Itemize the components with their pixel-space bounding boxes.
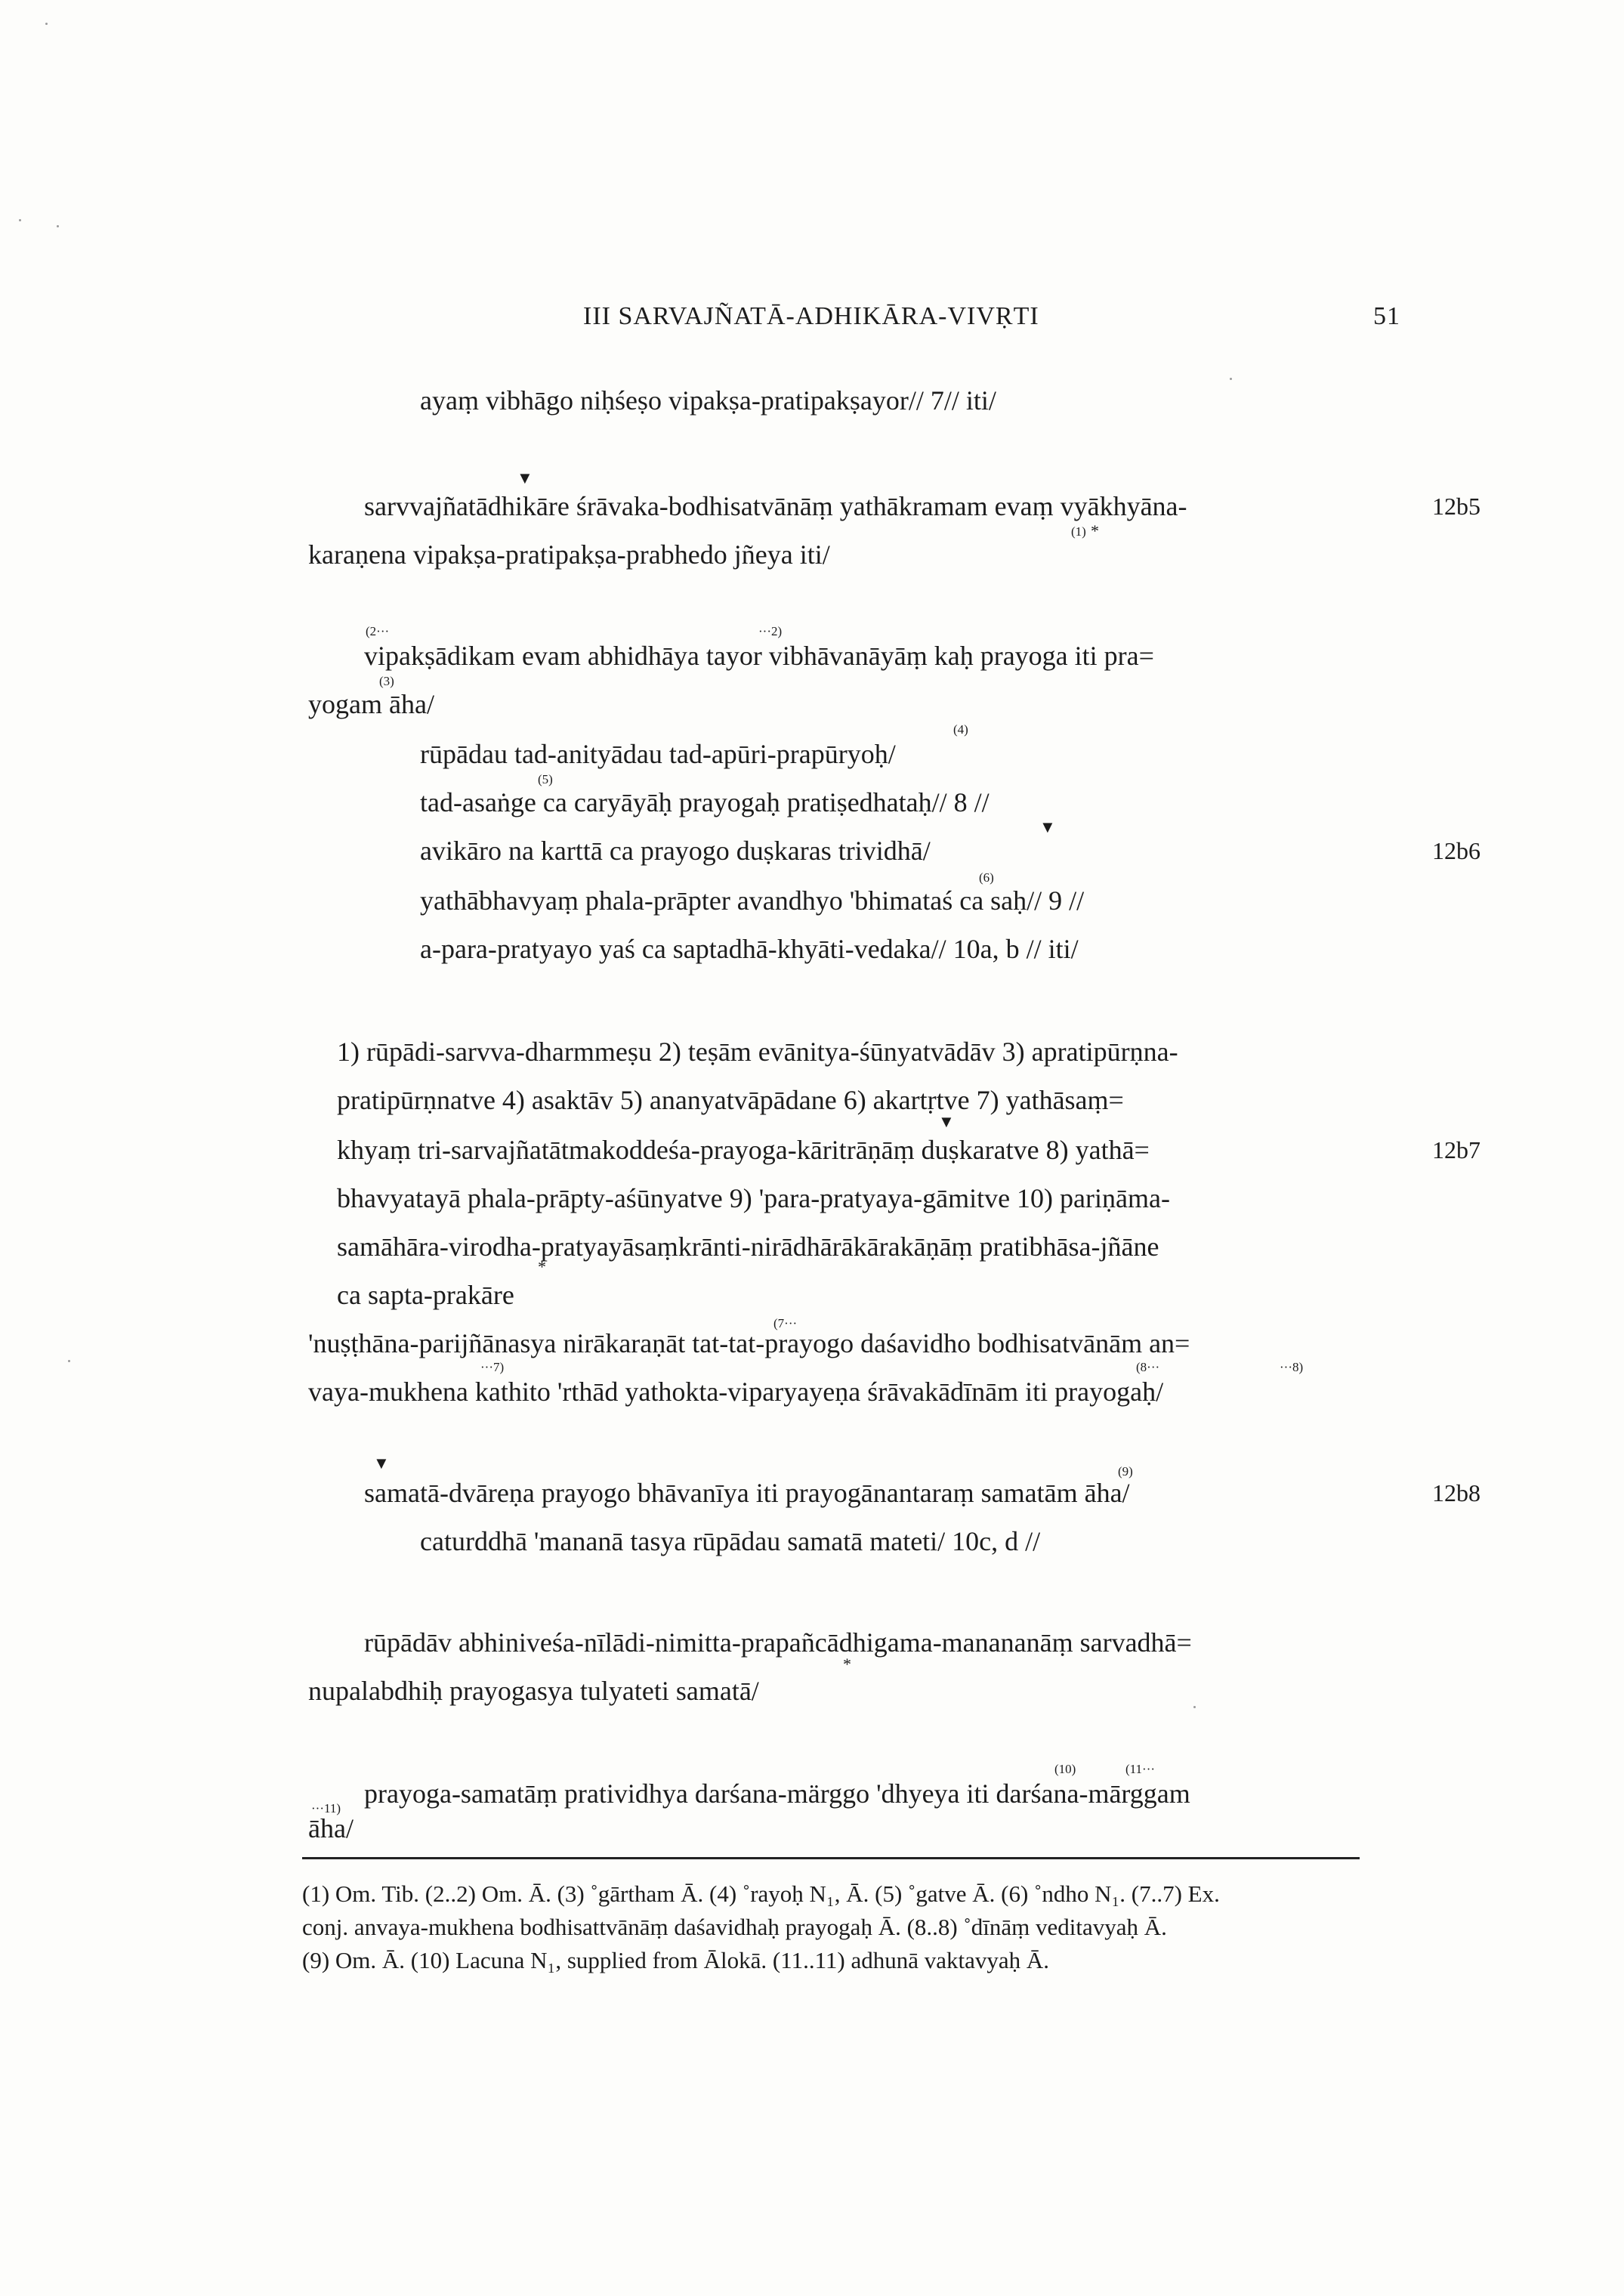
text-line: ca sapta-prakāre xyxy=(337,1280,514,1310)
note-marker: (7··· xyxy=(773,1316,798,1330)
text-line: samāhāra-virodha-pratyayāsaṃkrānti-nirādhārākārakāṇāṃ pratibhāsa-jñāne xyxy=(337,1231,1159,1262)
footnote-divider xyxy=(302,1857,1360,1859)
text-line: 'nuṣṭhāna-parijñānasya nirākaraṇāt tat-tat-prayogo daśavidho bodhisatvānām an= xyxy=(308,1328,1190,1358)
note-marker: (10) xyxy=(1054,1762,1076,1776)
text-line: 1) rūpādi-sarvva-dharmmeṣu 2) teṣām evānitya-śūnyatvādāv 3) apratipūrṇna- xyxy=(337,1037,1178,1067)
asterisk-marker-icon: * xyxy=(1091,521,1099,540)
triangle-marker-icon: ▼ xyxy=(517,468,533,487)
verse-line: caturddhā 'mananā tasya rūpādau samatā mateti/ 10c, d // xyxy=(420,1526,1041,1556)
running-header-title: III SARVAJÑATĀ-ADHIKĀRA-VIVṚTI xyxy=(583,302,1039,330)
triangle-marker-icon: ▼ xyxy=(1039,817,1056,836)
scan-speck xyxy=(45,23,48,25)
note-marker: (9) xyxy=(1118,1464,1133,1479)
text-line: vipakṣādikam evam abhidhāya tayor vibhāvanāyāṃ kaḥ prayoga iti pra= xyxy=(364,641,1154,671)
folio-reference: 12b6 xyxy=(1432,837,1480,864)
text-line: bhavyatayā phala-prāpty-aśūnyatve 9) 'para-pratyaya-gāmitve 10) pariṇāma- xyxy=(337,1183,1170,1213)
triangle-marker-icon: ▼ xyxy=(938,1112,955,1131)
text-line: pratipūrṇnatve 4) asaktāv 5) ananyatvāpādane 6) akartṛtve 7) yathāsaṃ= xyxy=(337,1085,1124,1115)
verse-line: avikāro na karttā ca prayogo duṣkaras trividhā/ xyxy=(420,836,931,866)
note-marker: ···8) xyxy=(1280,1360,1304,1374)
scan-speck xyxy=(68,1360,70,1362)
footnote-line: (9) Om. Ā. (10) Lacuna N₁, supplied from Ālokā. (11..11) adhunā vaktavyaḥ Ā. xyxy=(302,1947,1050,1973)
text-line: samatā-dvāreṇa prayogo bhāvanīya iti prayogānantaraṃ samatām āha/ xyxy=(364,1478,1130,1508)
note-marker: (5) xyxy=(538,772,553,786)
scan-speck xyxy=(19,219,21,221)
text-line: nupalabdhiḥ prayogasya tulyateti samatā/ xyxy=(308,1676,759,1706)
scan-speck xyxy=(57,225,59,227)
triangle-marker-icon: ▼ xyxy=(373,1454,390,1472)
note-marker: (2··· xyxy=(366,624,390,638)
note-marker: ···11) xyxy=(311,1801,341,1815)
note-marker: ···2) xyxy=(758,624,783,638)
footnote-line: conj. anvaya-mukhena bodhisattvānāṃ daśavidhaḥ prayogaḥ Ā. (8..8) ˚dīnāṃ veditavyaḥ Ā. xyxy=(302,1914,1167,1940)
note-marker: (3) xyxy=(379,674,394,688)
note-marker: (1) xyxy=(1071,524,1086,539)
folio-reference: 12b8 xyxy=(1432,1479,1480,1506)
verse-line: tad-asaṅge ca caryāyāḥ prayogaḥ pratiṣedhataḥ// 8 // xyxy=(420,787,990,817)
page-number: 51 xyxy=(1373,302,1400,330)
verse-line: rūpādau tad-anityādau tad-apūri-prapūryoḥ/ xyxy=(420,739,896,769)
note-marker: ···7) xyxy=(480,1360,505,1374)
note-marker: (6) xyxy=(979,870,994,885)
footnote-line: (1) Om. Tib. (2..2) Om. Ā. (3) ˚gārtham Ā. (4) ˚rayoḥ N₁, Ā. (5) ˚gatve Ā. (6) ˚ndho N₁. (7..7) Ex. xyxy=(302,1880,1220,1907)
folio-reference: 12b7 xyxy=(1432,1136,1480,1163)
note-marker: (11··· xyxy=(1125,1762,1156,1776)
text-line: yogam āha/ xyxy=(308,689,434,719)
text-line: khyaṃ tri-sarvajñatātmakoddeśa-prayoga-kāritrāṇāṃ duṣkaratve 8) yathā= xyxy=(337,1135,1150,1165)
note-marker: (4) xyxy=(953,722,968,737)
folio-reference: 12b5 xyxy=(1432,493,1480,520)
text-line: ayaṃ vibhāgo niḥśeṣo vipakṣa-pratipakṣayor// 7// iti/ xyxy=(420,385,996,416)
asterisk-marker-icon: * xyxy=(843,1655,851,1673)
scan-speck xyxy=(1193,1706,1196,1708)
text-line: rūpādāv abhiniveśa-nīlādi-nimitta-prapañcādhigama-manananāṃ sarvadhā= xyxy=(364,1627,1192,1658)
verse-line: a-para-pratyayo yaś ca saptadhā-khyāti-vedaka// 10a, b // iti/ xyxy=(420,934,1079,964)
text-line: āha/ xyxy=(308,1813,354,1843)
scan-speck xyxy=(1230,378,1232,380)
verse-line: yathābhavyaṃ phala-prāpter avandhyo 'bhimataś ca saḥ// 9 // xyxy=(420,885,1085,916)
text-line: vaya-mukhena kathito 'rthād yathokta-viparyayeṇa śrāvakādīnām iti prayogaḥ/ xyxy=(308,1377,1164,1407)
note-marker: (8··· xyxy=(1136,1360,1160,1374)
text-line: prayoga-samatāṃ pratividhya darśana-märggo 'dhyeya iti darśana-mārggam xyxy=(364,1778,1190,1809)
text-line: sarvvajñatādhikāre śrāvaka-bodhisatvānāṃ yathākramam evaṃ vyākhyāna- xyxy=(364,491,1187,521)
text-line: karaṇena vipakṣa-pratipakṣa-prabhedo jñeya iti/ xyxy=(308,539,830,570)
asterisk-marker-icon: * xyxy=(538,1257,546,1276)
